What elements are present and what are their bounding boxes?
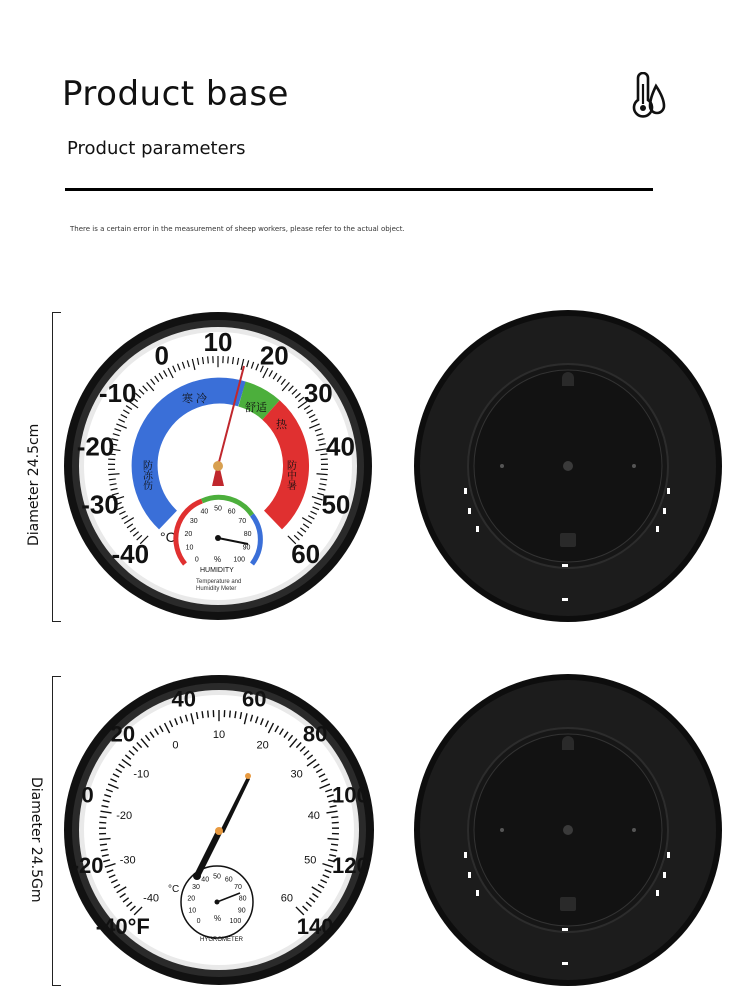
scale-label: 100 [332,782,369,808]
scale-tick [331,844,338,845]
scale-tick [208,356,209,363]
celsius-unit: °C [160,529,176,545]
dimension-label-2: Diameter 24.5Gm [28,777,44,903]
scale-label: 40 [201,876,210,884]
scale-label: 20 [259,340,289,371]
scale-label: 60 [291,538,321,569]
scale-label: 10 [212,728,226,741]
scale-label: 30 [290,768,303,781]
scale-label: 30 [192,884,200,892]
scale-tick [331,817,338,818]
dimension-bracket-1 [52,312,61,622]
scale-label: -10 [98,378,137,409]
scale-tick [208,711,209,718]
scale-label: 90 [242,544,251,552]
scale-tick [202,711,203,718]
dimension-label-1: Diameter 24.5cm [26,423,42,546]
thermometer-back-2 [412,672,724,988]
section-subtitle: Product parameters [67,138,246,159]
scale-label: 60 [241,686,267,712]
scale-label: -10 [133,768,150,781]
thermometer-front-celsius [62,310,374,622]
thermometer-humidity-icon [628,72,668,118]
scale-label: -30 [119,854,136,867]
scale-label: -20 [71,852,104,878]
scale-label: 0 [81,782,94,808]
scale-label: 50 [213,873,221,881]
scale-label: 20 [184,530,193,538]
humidity-percent: % [214,555,222,564]
scale-label: 40 [200,508,209,516]
scale-label: 40 [171,686,197,712]
scale-label: 20 [187,895,196,903]
scale-label: 10 [185,544,194,552]
scale-label: 60 [280,892,294,905]
zone-hot-label: 热 [276,419,287,431]
scale-label: 120 [332,852,369,878]
scale-label: -40°F [95,913,150,939]
scale-label: 80 [302,721,328,747]
dimension-bracket-2 [52,676,61,986]
scale-label: 10 [203,327,233,358]
scale-tick [327,839,338,840]
hygrometer-title: HYGROMETER [200,937,244,943]
scale-label: 80 [243,530,252,538]
scale-label: -40 [143,892,160,905]
scale-label: 30 [189,517,198,525]
scale-label: 30 [303,378,333,409]
thermometer-back-1 [412,308,724,624]
zone-comfort-label: 舒适 [245,402,267,414]
zone-antifreeze-label: 防冻伤 [140,460,152,490]
humidity-title: HUMIDITY [200,567,234,574]
scale-label: 40 [307,809,320,822]
scale-tick [228,356,229,363]
scale-label: 80 [238,895,247,903]
brand-line-2: Humidity Meter [196,586,237,592]
scale-label: 10 [188,907,197,915]
scale-label: 0 [172,739,179,752]
scale-label: -30 [81,489,119,520]
scale-label: 70 [234,884,242,892]
scale-label: -20 [76,431,115,462]
page-title: Product base [62,74,289,114]
scale-label: 60 [227,508,236,516]
disclaimer-note: There is a certain error in the measurement of sheep workers, please refer to the actual object. [70,225,405,233]
scale-label: 20 [256,739,269,752]
scale-tick [235,711,236,718]
zone-heatstroke-label: 防中暑 [284,460,296,490]
scale-tick [99,839,110,840]
scale-label: 20 [110,721,136,747]
scale-label: 100 [233,556,246,564]
scale-label: 50 [321,489,351,520]
divider [65,188,653,191]
scale-label: 50 [304,854,317,867]
scale-label: 70 [238,517,247,525]
humidity-percent-2: % [214,914,222,923]
scale-tick [100,817,107,818]
scale-tick [100,844,107,845]
scale-label: 0 [196,917,201,925]
celsius-unit-2: °C [168,884,180,895]
scale-label: 140 [296,913,334,939]
scale-label: -20 [116,809,133,822]
scale-label: 0 [154,340,169,371]
brand-line-1: Temperature and [196,579,242,585]
scale-label: 50 [214,505,222,513]
scale-label: 40 [326,431,355,462]
zone-cold-label: 寒 冷 [182,393,208,405]
scale-label: 0 [194,556,199,564]
thermometer-front-fahrenheit [62,673,376,987]
scale-label: -40 [111,538,150,569]
scale-label: 60 [224,876,233,884]
scale-tick [230,711,231,718]
scale-label: 90 [237,907,246,915]
scale-label: 100 [229,917,242,925]
